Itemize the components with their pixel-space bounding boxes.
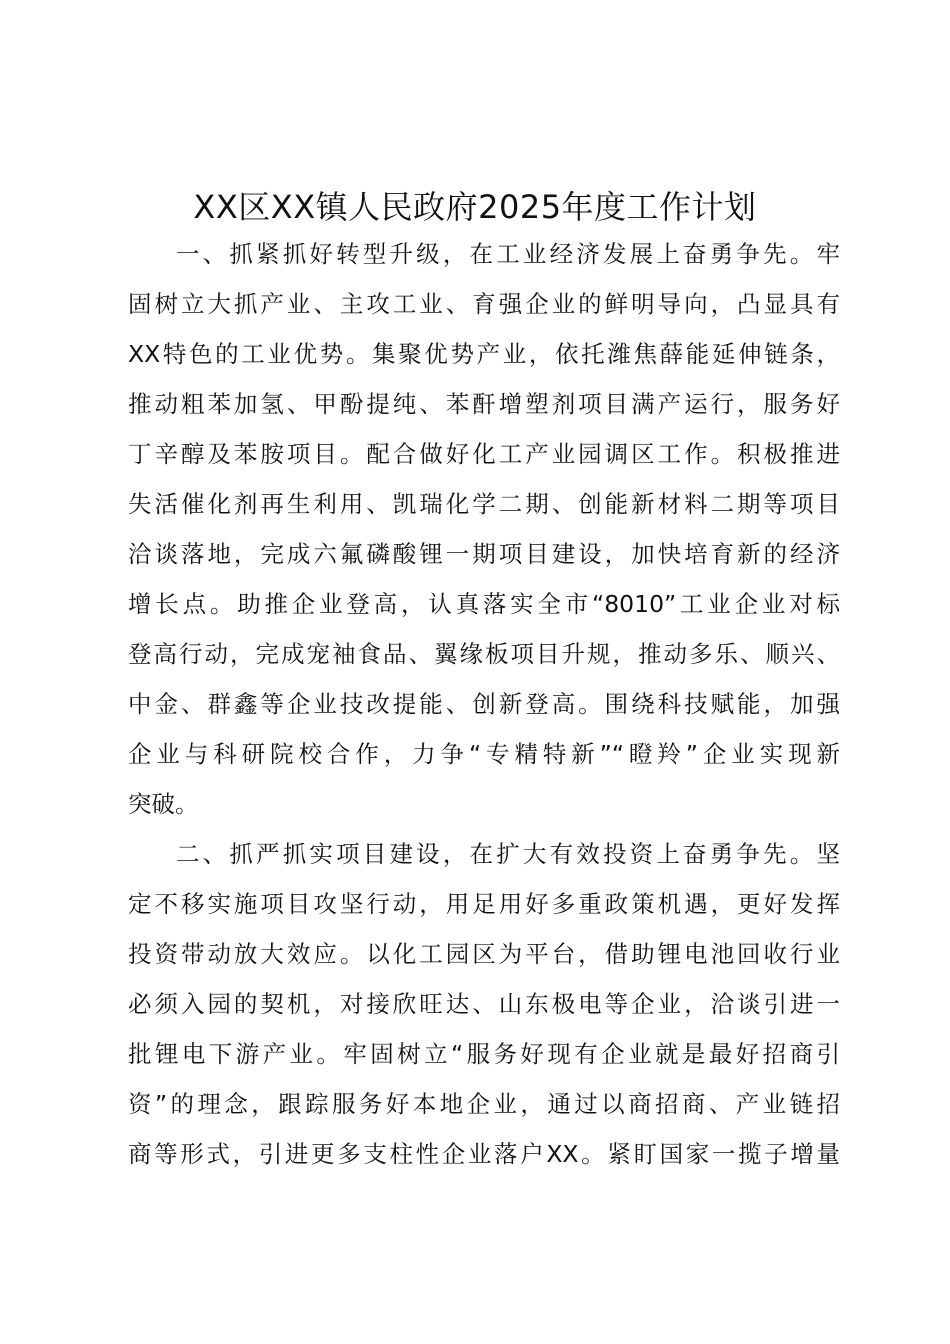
section-1-line: 突破。 xyxy=(128,790,199,818)
section-2-line: 必须入园的契机，对接欣旺达、山东极电等企业，洽谈引进一 xyxy=(128,990,840,1018)
section-1-line: 登高行动，完成宠袖食品、翼缘板项目升规，推动多乐、顺兴、 xyxy=(128,640,840,668)
section-1-line: 增长点。助推企业登高，认真落实全市“8010”工业企业对标 xyxy=(128,590,840,618)
section-1-line: 推动粗苯加氢、甲酚提纯、苯酐增塑剂项目满产运行，服务好 xyxy=(128,390,840,418)
section-1-line: 中金、群鑫等企业技改提能、创新登高。围绕科技赋能，加强 xyxy=(128,690,840,718)
document-title: XX区XX镇人民政府2025年度工作计划 xyxy=(193,188,757,226)
section-2-line: 二、抓严抓实项目建设，在扩大有效投资上奋勇争先。坚 xyxy=(176,840,840,868)
section-1-line: XX特色的工业优势。集聚优势产业，依托潍焦薛能延伸链条， xyxy=(128,340,840,368)
section-2-line: 投资带动放大效应。以化工园区为平台，借助锂电池回收行业 xyxy=(128,940,840,968)
section-1-line: 企业与科研院校合作，力争“专精特新”“瞪羚”企业实现新 xyxy=(128,740,840,768)
section-1-line: 固树立大抓产业、主攻工业、育强企业的鲜明导向，凸显具有 xyxy=(128,290,840,318)
section-1-line: 丁辛醇及苯胺项目。配合做好化工产业园调区工作。积极推进 xyxy=(128,440,840,468)
section-2-line: 商等形式，引进更多支柱性企业落户XX。紧盯国家一揽子增量 xyxy=(128,1140,840,1168)
section-2-line: 定不移实施项目攻坚行动，用足用好多重政策机遇，更好发挥 xyxy=(128,890,840,918)
section-2-line: 批锂电下游产业。牢固树立“服务好现有企业就是最好招商引 xyxy=(128,1040,840,1068)
section-2-line: 资”的理念，跟踪服务好本地企业，通过以商招商、产业链招 xyxy=(128,1090,840,1118)
section-1-line: 失活催化剂再生利用、凯瑞化学二期、创能新材料二期等项目 xyxy=(128,490,840,518)
section-1-line: 一、抓紧抓好转型升级，在工业经济发展上奋勇争先。牢 xyxy=(176,240,840,268)
section-1-line: 洽谈落地，完成六氟磷酸锂一期项目建设，加快培育新的经济 xyxy=(128,540,840,568)
